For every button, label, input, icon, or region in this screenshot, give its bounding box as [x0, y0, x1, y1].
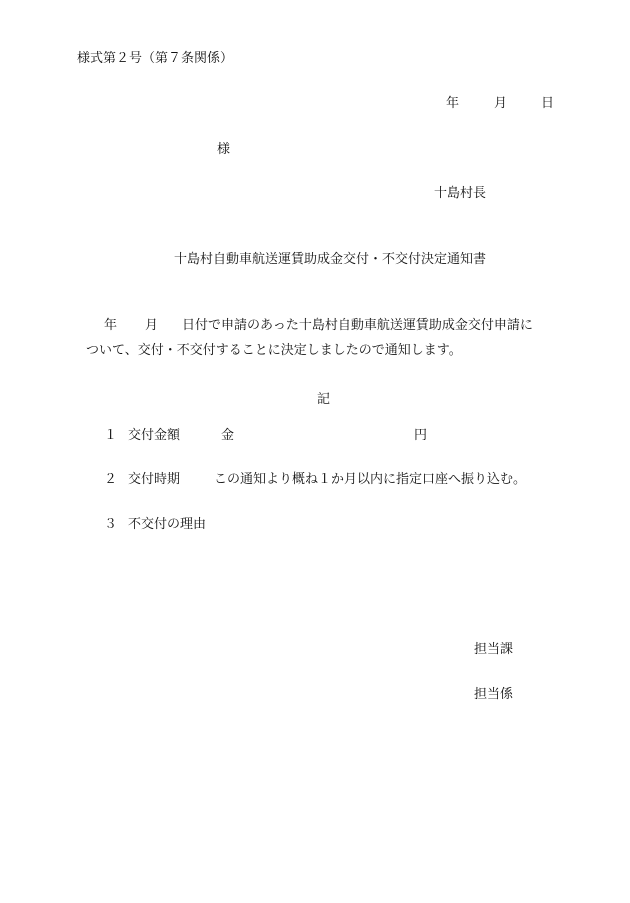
body-line-2: ついて、交付・不交付することに決定しましたので通知します。: [86, 343, 462, 358]
item-1-label: 交付金額: [128, 428, 181, 443]
date-day-label: 日: [541, 96, 555, 111]
staff-label: 担当係: [474, 687, 514, 702]
item-2-value: この通知より概ね１か月以内に指定口座へ振り込む。: [214, 472, 527, 487]
item-1-suffix: 円: [414, 428, 428, 443]
date-month-label: 月: [494, 96, 508, 111]
item-2-label: 交付時期: [128, 472, 181, 487]
issuer-name: 十島村長: [434, 186, 487, 201]
body-line-1: 日付で申請のあった十島村自動車航送運賃助成金交付申請に: [182, 318, 533, 333]
item-1-prefix: 金: [221, 428, 235, 443]
body-month-label: 月: [145, 318, 159, 333]
item-2-number: ２: [104, 472, 118, 487]
body-year-label: 年: [104, 318, 118, 333]
item-1-number: １: [104, 428, 118, 443]
recipient-honorific: 様: [217, 142, 231, 157]
department-label: 担当課: [474, 642, 514, 657]
item-3-label: 不交付の理由: [128, 517, 207, 532]
date-year-label: 年: [446, 96, 460, 111]
document-title: 十島村自動車航送運賃助成金交付・不交付決定通知書: [174, 252, 487, 267]
item-3-number: ３: [104, 517, 118, 532]
ki-heading: 記: [317, 392, 331, 407]
form-number: 様式第２号（第７条関係）: [77, 51, 234, 66]
